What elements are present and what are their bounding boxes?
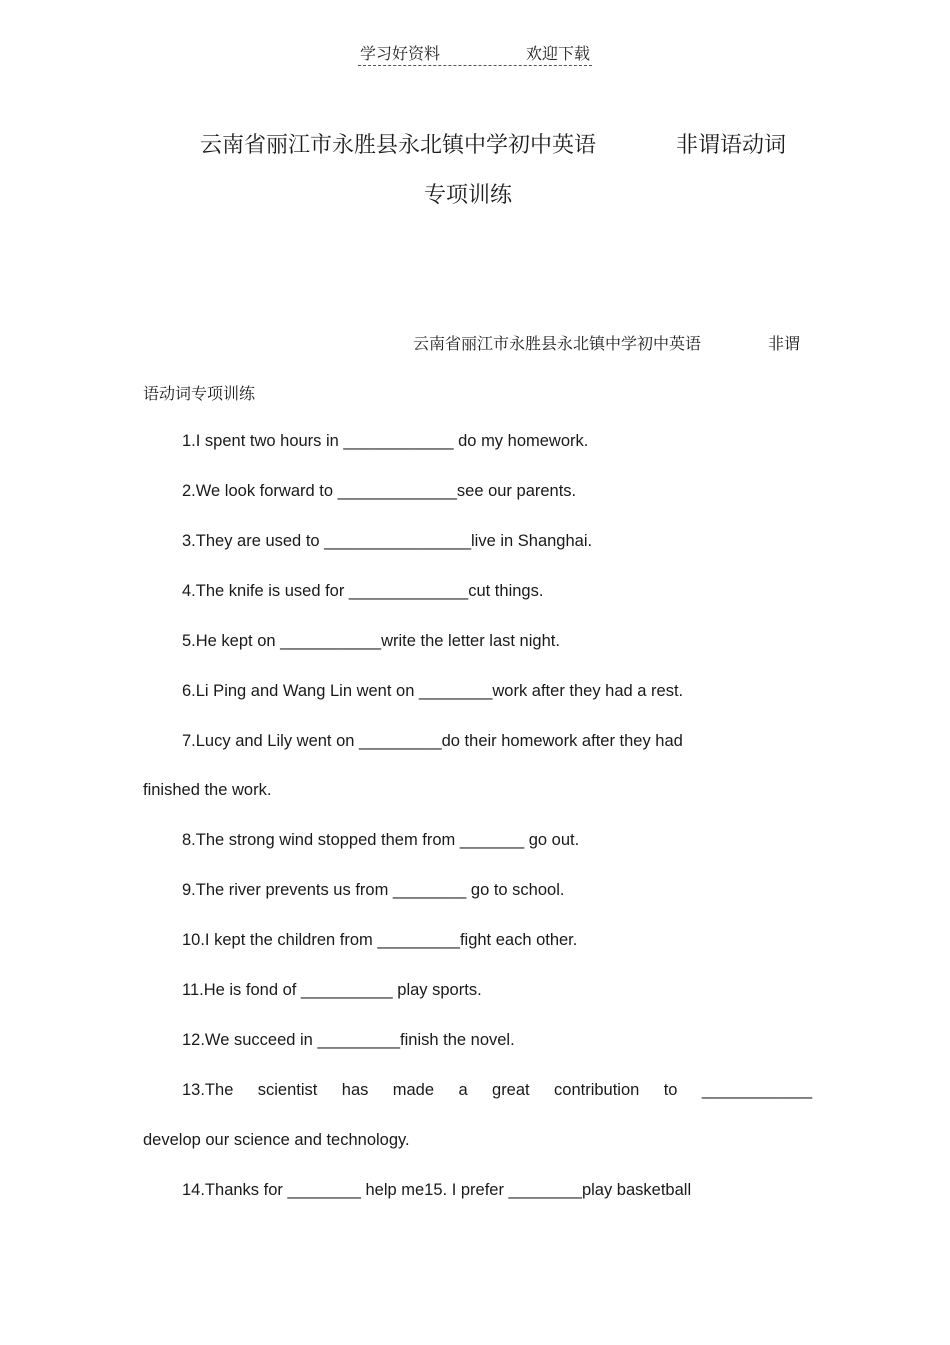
question-7-line1: 7.Lucy and Lily went on _________do their homework after they had (182, 732, 683, 750)
question-2: 2.We look forward to _____________see our parents. (182, 482, 577, 500)
question-6: 6.Li Ping and Wang Lin went on ________work after they had a rest. (182, 682, 684, 700)
q13-word: scientist (257, 1081, 318, 1099)
subtitle-part-b: 非谓 (768, 334, 801, 353)
q13-word: made (392, 1081, 435, 1099)
subtitle-part-a: 云南省丽江市永胜县永北镇中学初中英语 (413, 334, 702, 353)
question-4: 4.The knife is used for _____________cut things. (182, 582, 544, 600)
question-12: 12.We succeed in _________finish the novel. (182, 1031, 515, 1049)
page-header (358, 41, 592, 66)
question-3: 3.They are used to ________________live in Shanghai. (182, 532, 593, 550)
q13-word: has (341, 1081, 369, 1099)
question-5: 5.He kept on ___________write the letter last night. (182, 632, 560, 650)
q13-word: great (492, 1081, 530, 1099)
question-11: 11.He is fond of __________ play sports. (182, 981, 482, 999)
header-left-text: 学习好资料 (360, 44, 441, 63)
q13-word: to (663, 1081, 678, 1099)
question-1: 1.I spent two hours in ____________ do my homework. (182, 432, 589, 450)
title-line2-text: 专项训练 (424, 183, 513, 208)
question-9: 9.The river prevents us from ________ go to school. (182, 881, 565, 899)
question-10: 10.I kept the children from _________fight each other. (182, 931, 578, 949)
subtitle-part-c: 语动词专项训练 (143, 384, 256, 403)
question-8: 8.The strong wind stopped them from _______ go out. (182, 831, 580, 849)
q13-word: a (458, 1081, 468, 1099)
title-part-b: 非谓语动词 (676, 133, 787, 158)
question-14: 14.Thanks for ________ help me15. I prefer ________play basketball (182, 1181, 692, 1199)
q13-blank: ____________ (701, 1081, 812, 1099)
q13-word: contribution (554, 1081, 640, 1099)
title-part-a: 云南省丽江市永胜县永北镇中学初中英语 (200, 133, 597, 158)
header-right-text: 欢迎下载 (525, 44, 590, 63)
question-13-line1 (182, 1081, 812, 1100)
question-13-line2: develop our science and technology. (143, 1131, 410, 1149)
question-7-line2: finished the work. (143, 781, 272, 799)
q13-word: 13.The (182, 1081, 234, 1099)
